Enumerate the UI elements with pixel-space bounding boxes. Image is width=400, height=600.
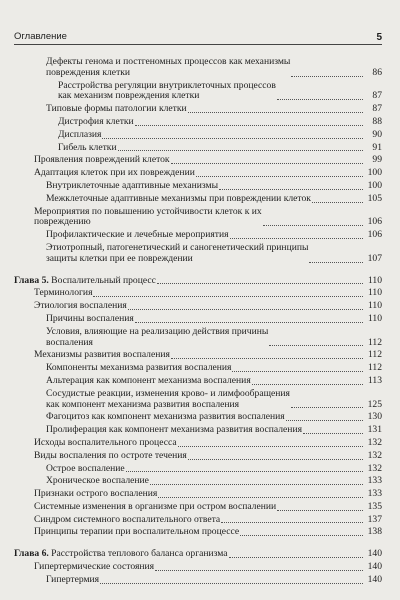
- dot-leader: [188, 458, 363, 460]
- chapter-title: Расстройства теплового баланса организма: [48, 548, 228, 560]
- toc-page-number: 87: [372, 103, 382, 115]
- dot-leader: [277, 509, 363, 511]
- toc-entry-title: [34, 489, 157, 500]
- dot-leader: [291, 75, 363, 77]
- toc-entry-title: [58, 143, 117, 154]
- dot-leader: [229, 556, 363, 558]
- toc-entry-title: [34, 155, 170, 166]
- toc-entry-title-line: Механизмы развития воспаления: [34, 349, 170, 361]
- toc-entry-title-line: Дисплазия: [58, 128, 102, 140]
- toc-entry-title: [46, 104, 187, 115]
- toc-entry-title: [34, 288, 92, 299]
- toc-page-number: 110: [367, 287, 382, 299]
- dot-leader: [277, 98, 363, 100]
- toc-entry-title: [46, 464, 125, 475]
- dot-leader: [230, 237, 364, 239]
- toc-entry-title-line: как механизм повреждения клетки: [58, 90, 200, 102]
- dot-leader: [178, 445, 363, 447]
- toc-entry-title: [46, 389, 290, 411]
- toc-page-number: 140: [367, 573, 382, 585]
- toc-entry-title: [46, 476, 149, 487]
- toc-entry-title-line: повреждения клетки: [46, 66, 131, 78]
- toc-page-number: 138: [367, 526, 382, 538]
- toc-entry[interactable]: [14, 194, 382, 205]
- running-head-title: Оглавление: [14, 31, 67, 42]
- toc-page-number: 90: [372, 128, 382, 140]
- dot-leader: [309, 261, 363, 263]
- toc-page-number: 132: [367, 462, 382, 474]
- toc-page-number: 125: [367, 398, 382, 410]
- toc-entry[interactable]: [14, 207, 382, 229]
- toc-entry-title-line: Этиология воспаления: [34, 300, 127, 312]
- toc-entry-title-line: Причины воспаления: [46, 312, 134, 324]
- toc-entry[interactable]: [14, 389, 382, 411]
- toc-entry-title: [46, 181, 218, 192]
- toc-page-number: 133: [367, 488, 382, 500]
- toc-entry-title: [34, 502, 276, 513]
- toc-page-number: 135: [367, 500, 382, 512]
- dot-leader: [171, 357, 363, 359]
- toc-page-number: 87: [372, 90, 382, 102]
- toc-entry-title-line: как компонент механизма развития воспаления: [46, 398, 240, 410]
- running-head: [14, 30, 382, 45]
- toc-page-number: 110: [367, 300, 382, 312]
- dot-leader: [196, 175, 363, 177]
- toc-entry-title: [34, 438, 177, 449]
- toc-entry[interactable]: [14, 327, 382, 349]
- toc-entry-title-line: Исходы воспалительного процесса: [34, 436, 177, 448]
- toc-page-number: 112: [367, 362, 382, 374]
- dot-leader: [269, 344, 363, 346]
- toc-page-number: 99: [372, 154, 382, 166]
- toc-page-number: 105: [367, 192, 382, 204]
- toc-page-number: 133: [367, 475, 382, 487]
- dot-leader: [118, 149, 363, 151]
- toc-entry[interactable]: [14, 527, 382, 538]
- toc-entry[interactable]: [14, 314, 382, 325]
- toc-entry-title-line: Дистрофия клетки: [58, 115, 134, 127]
- dot-leader: [157, 282, 363, 284]
- toc-entry-title-line: Системные изменения в организме при остром воспалении: [34, 500, 277, 512]
- toc-entry-title-line: Виды воспаления по остроте течения: [34, 449, 187, 461]
- toc-page-number: 131: [367, 424, 382, 436]
- toc-entry-title-line: Признаки острого воспаления: [34, 488, 158, 500]
- toc-entry-title: [58, 117, 134, 128]
- toc-entry-title-line: Мероприятия по повышению устойчивости клеток к их: [34, 205, 262, 217]
- toc-entry-title: [34, 515, 220, 526]
- toc-entry-title-line: Гипертермия: [46, 573, 100, 585]
- toc-entry-title: [58, 130, 101, 141]
- chapter-label: Глава 6.: [14, 548, 49, 560]
- toc-entry-title: [46, 575, 99, 586]
- toc-entry-title: [34, 350, 170, 361]
- toc-entry-title-line: Компоненты механизма развития воспаления: [46, 362, 232, 374]
- dot-leader: [135, 124, 363, 126]
- toc-entry[interactable]: [14, 502, 382, 513]
- toc-entry[interactable]: [14, 288, 382, 299]
- toc-entry[interactable]: [14, 81, 382, 103]
- dot-leader: [93, 295, 363, 297]
- toc-page-number: 110: [367, 312, 382, 324]
- dot-leader: [102, 137, 363, 139]
- toc-entry-title-line: Острое воспаление: [46, 462, 125, 474]
- toc-entry[interactable]: [14, 301, 382, 312]
- table-of-contents: [14, 57, 382, 588]
- toc-entry-title: [14, 276, 156, 287]
- toc-entry[interactable]: [14, 143, 382, 154]
- dot-leader: [312, 201, 363, 203]
- dot-leader: [263, 224, 363, 226]
- toc-entry-title: [34, 301, 127, 312]
- dot-leader: [240, 534, 363, 536]
- toc-entry-title: [34, 451, 187, 462]
- dot-leader: [126, 470, 363, 472]
- toc-entry-title: [46, 243, 308, 265]
- toc-entry-title: [46, 230, 229, 241]
- toc-entry-title-line: Сосудистые реакции, изменения крово- и лимфообращения: [46, 387, 290, 399]
- toc-entry-title-line: Проявления повреждений клеток: [34, 154, 170, 166]
- toc-page-number: 113: [367, 374, 382, 386]
- toc-entry-title-line: [14, 276, 156, 287]
- toc-entry[interactable]: [14, 515, 382, 526]
- toc-page-number: 110: [367, 274, 382, 286]
- toc-entry-title-line: Фагоцитоз как компонент механизма развития воспаления: [46, 411, 285, 423]
- toc-entry[interactable]: [14, 425, 382, 436]
- toc-entry-title-line: Хроническое воспаление: [46, 475, 149, 487]
- toc-entry-title: [46, 327, 268, 349]
- toc-entry-title-line: Расстройства регуляции внутриклеточных процессов: [58, 79, 276, 91]
- toc-page-number: 86: [372, 66, 382, 78]
- toc-entry-title-line: Дефекты генома и постгеномных процессов как механизмы: [46, 56, 291, 67]
- toc-page-number: 137: [367, 513, 382, 525]
- toc-page-number: 132: [367, 436, 382, 448]
- toc-entry-title-line: Адаптация клеток при их повреждении: [34, 167, 195, 179]
- toc-entry[interactable]: [14, 350, 382, 361]
- dot-leader: [150, 483, 363, 485]
- toc-entry[interactable]: [14, 575, 382, 586]
- toc-entry-title-line: Пролиферация как компонент механизма развития воспаления: [46, 424, 302, 436]
- toc-page-number: 112: [367, 336, 382, 348]
- toc-entry-title-line: Внутриклеточные адаптивные механизмы: [46, 179, 219, 191]
- toc-page-number: 112: [367, 349, 382, 361]
- toc-entry-title-line: [14, 549, 228, 560]
- toc-page-number: 106: [367, 216, 382, 228]
- toc-entry[interactable]: [14, 117, 382, 128]
- dot-leader: [221, 521, 363, 523]
- toc-page-number: 140: [367, 548, 382, 560]
- dot-leader: [158, 496, 363, 498]
- toc-entry-title: [34, 527, 239, 538]
- toc-entry-title-line: Альтерация как компонент механизма воспаления: [46, 374, 251, 386]
- chapter-title: Воспалительный процесс: [48, 274, 156, 286]
- dot-leader: [219, 188, 363, 190]
- toc-entry-title-line: Этиотропный, патогенетический и саногенетический принципы: [46, 241, 309, 253]
- dot-leader: [155, 569, 363, 571]
- toc-entry[interactable]: [14, 562, 382, 573]
- toc-entry-title: [46, 314, 134, 325]
- toc-entry-title: [46, 363, 231, 374]
- toc-entry-title-line: защиты клетки при ее повреждении: [46, 252, 193, 264]
- toc-page-number: 100: [367, 167, 382, 179]
- toc-entry[interactable]: [14, 438, 382, 449]
- toc-entry-title: [46, 376, 251, 387]
- toc-entry-title: [46, 425, 302, 436]
- toc-chapter-entry[interactable]: [14, 549, 382, 560]
- toc-page-number: 130: [367, 411, 382, 423]
- toc-entry-title-line: Профилактические и лечебные мероприятия: [46, 229, 229, 241]
- toc-entry-title-line: воспаления: [46, 336, 93, 348]
- dot-leader: [128, 308, 363, 310]
- toc-entry-title-line: Терминология: [34, 287, 93, 299]
- dot-leader: [171, 162, 363, 164]
- toc-entry-title-line: Условия, влияющие на реализацию действия причины: [46, 325, 269, 337]
- dot-leader: [100, 582, 363, 584]
- toc-entry[interactable]: [14, 104, 382, 115]
- toc-entry[interactable]: [14, 376, 382, 387]
- toc-entry-title-line: повреждению: [34, 216, 91, 228]
- toc-page-number: 107: [367, 252, 382, 264]
- toc-page-number: 132: [367, 449, 382, 461]
- toc-entry-title: [34, 562, 154, 573]
- toc-entry-title: [58, 81, 276, 103]
- toc-entry-title-line: Принципы терапии при воспалительном процессе: [34, 526, 240, 538]
- toc-entry[interactable]: [14, 451, 382, 462]
- toc-entry[interactable]: [14, 155, 382, 166]
- toc-entry-title: [34, 207, 262, 229]
- toc-entry-title-line: Межклеточные адаптивные механизмы при повреждении клеток: [46, 192, 311, 204]
- toc-entry[interactable]: [14, 243, 382, 265]
- toc-page-number: 88: [372, 115, 382, 127]
- toc-entry-title-line: Гибель клетки: [58, 141, 117, 153]
- dot-leader: [232, 370, 363, 372]
- toc-entry[interactable]: [14, 57, 382, 79]
- toc-page-number: 91: [372, 141, 382, 153]
- toc-page-number: 100: [367, 179, 382, 191]
- chapter-label: Глава 5.: [14, 274, 49, 286]
- toc-entry[interactable]: [14, 168, 382, 179]
- dot-leader: [252, 383, 363, 385]
- toc-entry-title: [46, 57, 290, 79]
- toc-entry[interactable]: [14, 412, 382, 423]
- page-number: 5: [376, 32, 382, 43]
- toc-entry-title-line: Типовые формы патологии клетки: [46, 103, 187, 115]
- toc-entry-title: [46, 412, 285, 423]
- dot-leader: [286, 419, 363, 421]
- toc-entry[interactable]: [14, 130, 382, 141]
- dot-leader: [135, 321, 363, 323]
- toc-entry-title: [46, 194, 311, 205]
- toc-entry[interactable]: [14, 489, 382, 500]
- toc-entry-title-line: Гипертермические состояния: [34, 561, 155, 573]
- toc-entry[interactable]: [14, 464, 382, 475]
- toc-entry[interactable]: [14, 230, 382, 241]
- dot-leader: [291, 406, 363, 408]
- dot-leader: [303, 432, 363, 434]
- toc-entry-title: [14, 549, 228, 560]
- toc-entry-title-line: Синдром системного воспалительного ответа: [34, 513, 221, 525]
- dot-leader: [188, 111, 363, 113]
- toc-entry[interactable]: [14, 476, 382, 487]
- toc-entry-title: [34, 168, 195, 179]
- toc-entry[interactable]: [14, 363, 382, 374]
- toc-page-number: 106: [367, 229, 382, 241]
- toc-page-number: 140: [367, 561, 382, 573]
- toc-chapter-entry[interactable]: [14, 276, 382, 287]
- toc-entry[interactable]: [14, 181, 382, 192]
